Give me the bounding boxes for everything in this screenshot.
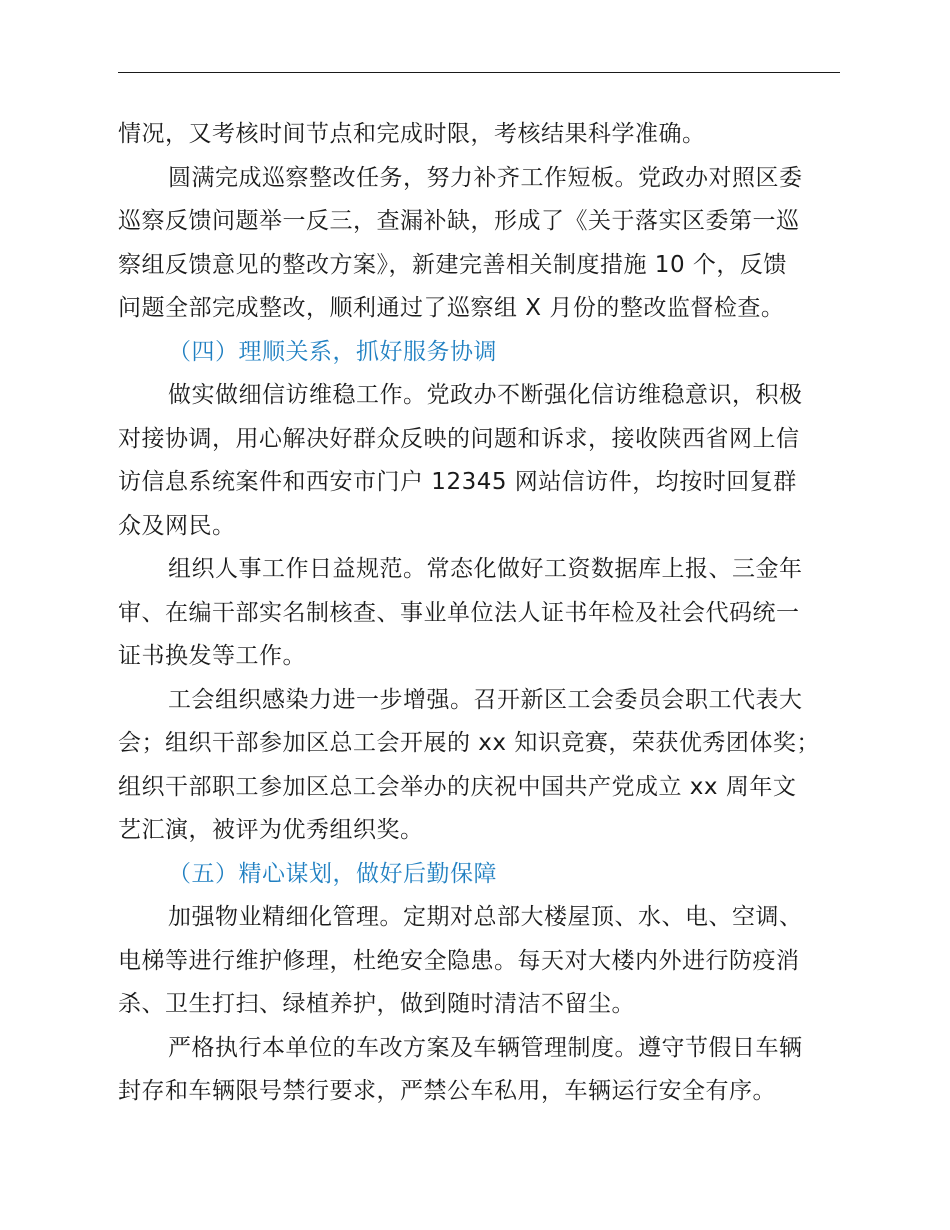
header-rule [118, 72, 840, 73]
paragraph-personnel-work: 组织人事工作日益规范。常态化做好工资数据库上报、三金年 审、在编干部实名制核查、事业单位法人证书年检及社会代码统一 证书换发等工作。 [118, 556, 803, 669]
paragraph-property-management: 加强物业精细化管理。定期对总部大楼屋顶、水、电、空调、 电梯等进行维护修理，杜绝安全隐患。每天对大楼内外进行防疫消 杀、卫生打扫、绿植养护，做到随时清洁不留尘。 [118, 904, 803, 1017]
paragraph-union-work: 工会组织感染力进一步增强。召开新区工会委员会职工代表大 会；组织干部参加区总工会开展的 xx 知识竞赛，荣获优秀团体奖； 组织干部职工参加区总工会举办的庆祝中国共产党成立 xx 周年文 艺汇演，被评为优秀组织奖。 [118, 686, 820, 843]
paragraph-continuation: 情况，又考核时间节点和完成时限，考核结果科学准确。 [118, 121, 706, 147]
paragraph-vehicle-management: 严格执行本单位的车改方案及车辆管理制度。遵守节假日车辆 封存和车辆限号禁行要求，严禁公车私用，车辆运行安全有序。 [118, 1034, 803, 1104]
section-heading-5: （五）精心谋划，做好后勤保障 [168, 860, 497, 887]
paragraph-inspection-rectification: 圆满完成巡察整改任务，努力补齐工作短板。党政办对照区委 巡察反馈问题举一反三，查漏补缺，形成了《关于落实区委第一巡 察组反馈意见的整改方案》，新建完善相关制度措施 10 个，反馈 问题全部完成整改，顺利通过了巡察组 X 月份的整改监督检查。 [118, 164, 803, 321]
document-body [118, 113, 848, 1114]
paragraph-petition-work: 做实做细信访维稳工作。党政办不断强化信访维稳意识，积极 对接协调，用心解决好群众反映的问题和诉求，接收陕西省网上信 访信息系统案件和西安市门户 12345 网站信访件，均按时回复群 众及网民。 [118, 382, 803, 539]
section-heading-4: （四）理顺关系，抓好服务协调 [168, 338, 497, 365]
